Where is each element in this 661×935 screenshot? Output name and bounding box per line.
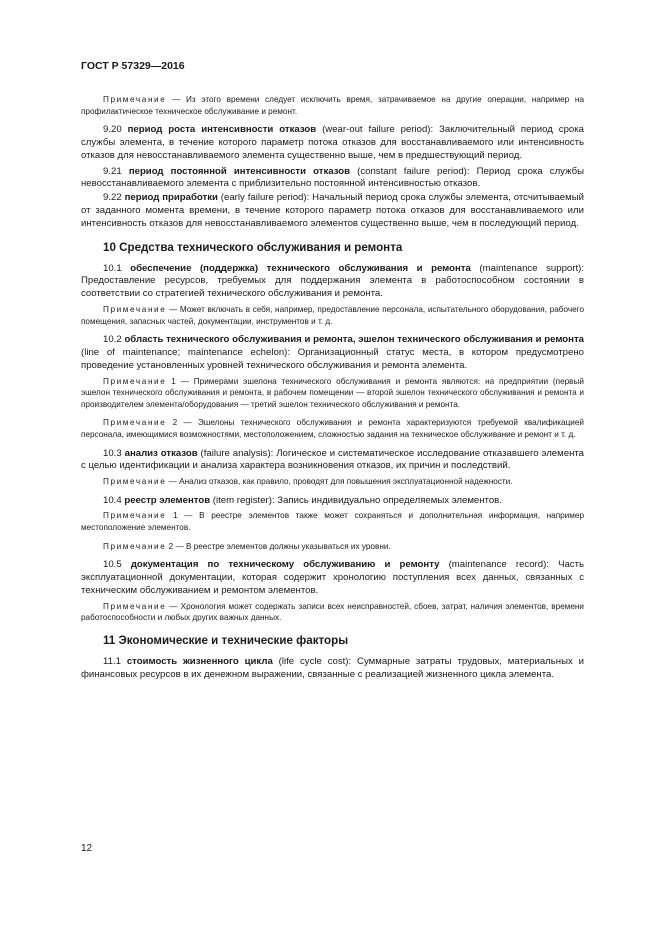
- term-10-1: [81, 263, 584, 301]
- note: [81, 94, 584, 117]
- section-heading-10: 10 Средства технического обслуживания и ремонта: [103, 240, 403, 254]
- term-9-22: [81, 192, 584, 230]
- term-10-2: [81, 334, 584, 372]
- term-10-3: [81, 448, 584, 474]
- term-definition: (life cycle cost): Суммарные затраты трудовых, материальных и финансовых ресурсов в их денежном выражении, связанные с реализацией жизненного цикла элемента.: [81, 655, 584, 680]
- clause-number: 11.1: [103, 655, 127, 667]
- page-number: 12: [81, 843, 93, 854]
- note: [81, 417, 584, 440]
- term-name: стоимость жизненного цикла: [126, 655, 273, 667]
- note-label: Примечание: [103, 95, 167, 104]
- clause-number: 10.4: [103, 494, 125, 506]
- note-label: Примечание: [103, 376, 167, 386]
- term-name: период приработки: [124, 192, 218, 204]
- clause-number: 10.1: [103, 262, 131, 274]
- term-10-4: [81, 495, 584, 508]
- clause-number: 9.21: [103, 165, 129, 177]
- note: [81, 476, 584, 488]
- term-definition: (item register): Запись индивидуально определяемых элементов.: [210, 494, 502, 506]
- note-text: 2 — Эшелоны технического обслуживания и ремонта характеризуются требуемой квалификацией персонала, имеющимися возможностями, местоположением, сложностью задания на техническое обслуживание и ремонт и т. д.: [81, 418, 584, 439]
- term-definition: (maintenance record): Часть эксплуатационной документации, которая содержит хронологию поступления всех данных, связанных с техническим обслуживанием и ремонтом элементов.: [81, 559, 584, 596]
- term-name: документация по техническому обслуживанию и ремонту: [130, 559, 440, 571]
- note: [81, 304, 584, 327]
- clause-number: 9.20: [103, 124, 128, 136]
- note-text: 1 — Примерами эшелона технического обслуживания и ремонта являются: на предприятии (первый эшелон технического обслуживания и ремонта, в рабочем помещении — второй эшелон технического обслуживания и ремонта и производителем элемента/оборудования — третий эшелон технического обслуживания и ремонта.: [81, 376, 584, 409]
- note-text: — Из этого времени следует исключить время, затрачиваемое на другие операции, например на профилактическое техническое обслуживание и ремонт.: [81, 95, 584, 116]
- note-label: Примечание: [103, 418, 167, 428]
- clause-number: 9.22: [103, 192, 125, 204]
- note-text: — Хронология может содержать записи всех неисправностей, сбоев, затрат, наличия элементов, времени работоспособности и любых других важных данных.: [81, 601, 584, 623]
- term-definition: (wear-out failure period): Заключительный период срока службы элемента, в течение которого параметр потока отказов для восстанавливаемого или интенсивность отказов для невосстанавливаемого элемента существенно выше, чем в предшествующий период.: [81, 124, 584, 161]
- note-label: Примечание: [103, 477, 167, 487]
- note-label: Примечание: [103, 601, 167, 611]
- term-9-20: [81, 124, 584, 162]
- note-text: 1 — В реестре элементов также может сохраняться и дополнительная информация, например местоположение элементов.: [81, 511, 584, 533]
- term-definition: (maintenance support): Предоставление ресурсов, требуемых для поддержания элемента в работоспособном состоянии в соответствии со стратегией технического обслуживания и ремонта.: [81, 262, 584, 300]
- clause-number: 10.3: [103, 447, 125, 459]
- note-text: — Анализ отказов, как правило, проводят для повышения эксплуатационной надежности.: [166, 477, 513, 487]
- document-body: [81, 94, 584, 684]
- note-label: Примечание: [103, 304, 167, 314]
- term-name: реестр элементов: [124, 494, 211, 506]
- term-name: период постоянной интенсивности отказов: [128, 165, 351, 177]
- note: [81, 541, 584, 553]
- term-name: период роста интенсивности отказов: [127, 124, 317, 136]
- document-header: ГОСТ Р 57329—2016: [81, 60, 185, 72]
- term-name: анализ отказов: [124, 447, 198, 459]
- term-11-1: [81, 656, 584, 682]
- clause-number: 10.5: [103, 559, 131, 571]
- term-name: обеспечение (поддержка) технического обслуживания и ремонта: [130, 262, 471, 274]
- term-10-5: [81, 559, 584, 597]
- note-label: Примечание: [103, 541, 167, 551]
- term-name: область технического обслуживания и ремонта, эшелон технического обслуживания и ремонта: [124, 334, 584, 346]
- note: [81, 601, 584, 624]
- note-text: — Может включать в себя, например, предоставление персонала, испытательного оборудования, рабочего помещения, запасных частей, документации, инструментов и т. д.: [81, 304, 584, 326]
- term-9-21: [81, 166, 584, 192]
- note: [81, 510, 584, 533]
- term-definition: (constant failure period): Период срока службы невосстанавливаемого элемента с приблизительно постоянной интенсивностью отказов.: [81, 165, 584, 190]
- term-definition: (failure analysis): Логическое и систематическое исследование отказавшего элемента с целью идентификации и анализа характера возникновения отказов, их причин и последствий.: [81, 447, 584, 472]
- note: [81, 376, 584, 411]
- term-definition: (line of maintenance; maintenance echelon): Организационный статус места, в котором предусмотрено проведение установленных уровней технического обслуживания и ремонта элемента.: [81, 346, 584, 371]
- note-text: 2 — В реестре элементов должны указываться их уровни.: [166, 541, 391, 551]
- term-definition: (early failure period): Начальный период срока службы элемента, отсчитываемый от заданного момента времени, в течение которого параметр потока отказов для восстанавливаемого или интенсивность отказов для невосстанавливаемого элементов существенно выше, чем в последующий период.: [81, 192, 584, 229]
- clause-number: 10.2: [103, 334, 125, 346]
- section-heading-11: 11 Экономические и технические факторы: [103, 633, 349, 647]
- note-label: Примечание: [103, 511, 167, 521]
